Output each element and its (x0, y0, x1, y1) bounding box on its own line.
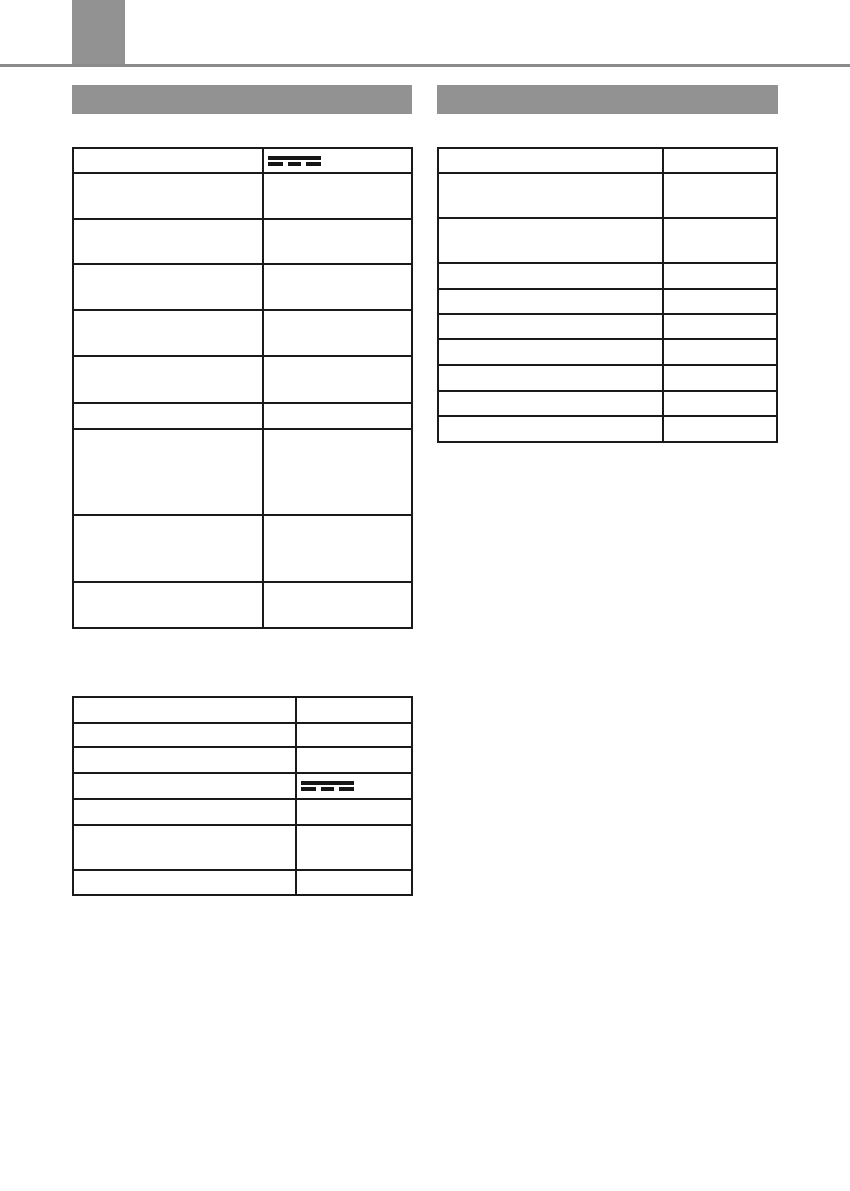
table-cell (74, 724, 297, 746)
table-row (439, 217, 776, 262)
table-cell (74, 311, 264, 355)
table-cell (664, 315, 776, 338)
table-cell (439, 366, 664, 390)
table-row (74, 772, 411, 798)
table-row (74, 263, 411, 309)
table-row (74, 824, 411, 869)
table-cell (264, 583, 411, 627)
table-row (74, 869, 411, 894)
section-header-bar-right (437, 85, 778, 114)
table-row (74, 581, 411, 627)
table-row (439, 364, 776, 390)
table-row (74, 402, 411, 428)
table-cell (264, 265, 411, 309)
table-row (74, 218, 411, 263)
table-cell (74, 357, 264, 402)
table-cell (74, 430, 264, 514)
table-cell (74, 516, 264, 581)
table-cell (74, 220, 264, 263)
table-cell (264, 430, 411, 514)
table-row (74, 309, 411, 355)
table-row (74, 172, 411, 218)
table-row (74, 149, 411, 172)
table-row (74, 746, 411, 772)
table-row (439, 338, 776, 364)
table-row (74, 428, 411, 514)
table-row (439, 288, 776, 313)
table-cell (297, 774, 411, 798)
table-row (439, 149, 776, 172)
table-cell (439, 315, 664, 338)
table-cell (264, 220, 411, 263)
table-cell (74, 149, 264, 172)
table-cell (74, 826, 297, 869)
table-cell (439, 340, 664, 364)
table-cell (297, 826, 411, 869)
table-cell (264, 149, 411, 172)
table-cell (297, 698, 411, 722)
table-cell (439, 290, 664, 313)
table-cell (74, 774, 297, 798)
table-row (74, 514, 411, 581)
chapter-tab-block (72, 0, 125, 64)
table-row (74, 355, 411, 402)
table-row (439, 415, 776, 441)
table-cell (74, 404, 264, 428)
table-row (74, 798, 411, 824)
section-header-bar-left (72, 85, 412, 114)
table-cell (74, 174, 264, 218)
table-cell (664, 417, 776, 441)
table-cell (297, 800, 411, 824)
table-cell (439, 392, 664, 415)
table-cell (439, 264, 664, 288)
table-cell (664, 290, 776, 313)
table-cell (74, 748, 297, 772)
table-row (74, 722, 411, 746)
table-cell (664, 392, 776, 415)
page-header-rule (0, 64, 850, 67)
redacted-text-mark (268, 156, 321, 166)
table-cell (264, 174, 411, 218)
table-cell (664, 219, 776, 262)
table-cell (664, 149, 776, 172)
table-row (439, 313, 776, 338)
table-row (439, 390, 776, 415)
spec-table-bottom-left (72, 696, 413, 896)
table-cell (74, 871, 297, 894)
table-cell (664, 340, 776, 364)
table-cell (664, 174, 776, 217)
table-cell (439, 174, 664, 217)
table-cell (264, 311, 411, 355)
table-cell (74, 800, 297, 824)
table-row (74, 698, 411, 722)
table-cell (74, 583, 264, 627)
table-cell (439, 417, 664, 441)
spec-table-top-right (437, 147, 778, 443)
table-cell (74, 265, 264, 309)
table-cell (74, 698, 297, 722)
table-cell (264, 357, 411, 402)
spec-table-top-left (72, 147, 413, 629)
table-cell (264, 404, 411, 428)
table-cell (297, 724, 411, 746)
table-cell (264, 516, 411, 581)
table-row (439, 262, 776, 288)
table-cell (664, 264, 776, 288)
table-cell (439, 219, 664, 262)
table-cell (439, 149, 664, 172)
table-cell (297, 748, 411, 772)
redacted-text-mark (301, 781, 354, 791)
table-row (439, 172, 776, 217)
table-cell (297, 871, 411, 894)
table-cell (664, 366, 776, 390)
